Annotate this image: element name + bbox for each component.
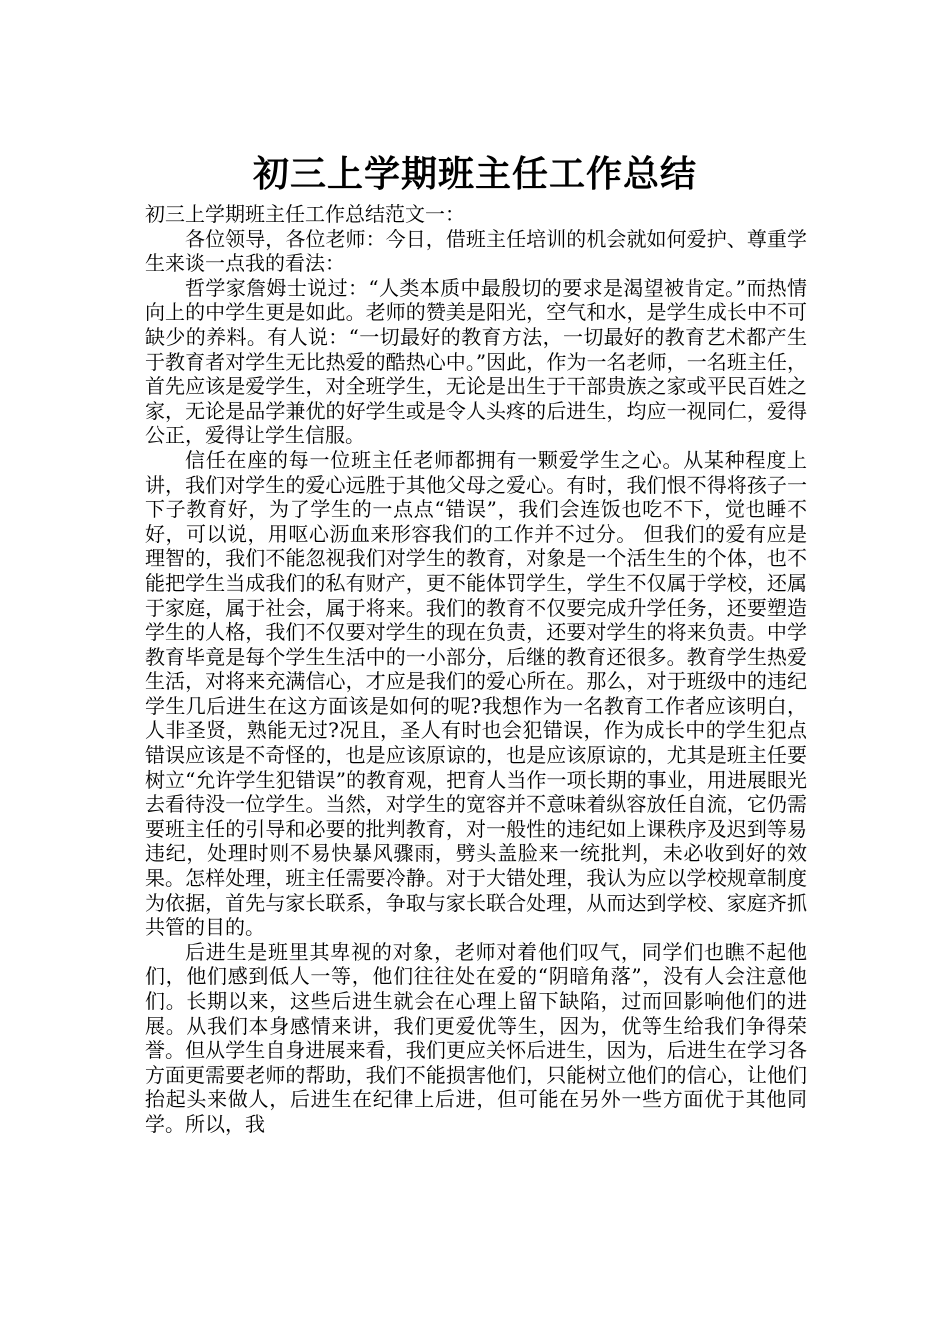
- paragraph-2: 哲学家詹姆士说过：“人类本质中最殷切的要求是渴望被肯定。”而热情向上的中学生更是如此。老师的赞美是阳光，空气和水，是学生成长中不可缺少的养料。有人说：“一切最好的教育方法，一切最好的教育艺术都产生于教育者对学生无比热爱的酷热心中。”因此，作为一名老师，一名班主任，首先应该是爱学生，对全班学生，无论是出生于干部贵族之家或平民百姓之家，无论是品学兼优的好学生或是令人头疼的后进生，均应一视同仁，爱得公正，爱得让学生信服。: [145, 275, 807, 448]
- document-subtitle: 初三上学期班主任工作总结范文一：: [145, 202, 465, 226]
- paragraph-3: 信任在座的每一位班主任老师都拥有一颗爱学生之心。从某种程度上讲，我们对学生的爱心远胜于其他父母之爱心。有时，我们恨不得将孩子一下子教育好，为了学生的一点点“错误”，我们会连饭也吃不下，觉也睡不好，可以说，用呕心沥血来形容我们的工作并不过分。 但我们的爱有应是理智的，我们不能忽视我们对学生的教育，对象是一个活生生的个体，也不能把学生当成我们的私有财产，更不能体罚学生，学生不仅属于学校，还属于家庭，属于社会，属于将来。我们的教育不仅要完成升学任务，还要塑造学生的人格，我们不仅要对学生的现在负责，还要对学生的将来负责。中学教育毕竟是每个学生生活中的一小部分，后继的教育还很多。教育学生热爱生活，对将来充满信心，才应是我们的爱心所在。那么，对于班级中的违纪学生几后进生在这方面该是如何的呢?我想作为一名教育工作者应该明白，人非圣贤，熟能无过?况且，圣人有时也会犯错误，作为成长中的学生犯点错误应该是不奇怪的，也是应该原谅的，也是应该原谅的，尤其是班主任要树立“允许学生犯错误”的教育观，把育人当作一项长期的事业，用进展眼光去看待没一位学生。当然，对学生的宽容并不意味着纵容放任自流，它仍需要班主任的引导和必要的批判教育，对一般性的违纪如上课秩序及迟到等易违纪，处理时则不易快暴风骤雨，劈头盖脸来一统批判，未必收到好的效果。怎样处理，班主任需要冷静。对于大错处理，我认为应以学校规章制度为依据，首先与家长联系，争取与家长联合处理，从而达到学校、家庭齐抓共管的目的。: [145, 447, 807, 940]
- document-body: [145, 202, 807, 1137]
- paragraph-1: 各位领导，各位老师：今日，借班主任培训的机会就如何爱护、尊重学生来谈一点我的看法：: [145, 226, 807, 276]
- document-title: 初三上学期班主任工作总结: [252, 154, 697, 196]
- paragraph-4: 后进生是班里其卑视的对象，老师对着他们叹气，同学们也瞧不起他们，他们感到低人一等，他们往往处在爱的“阴暗角落”，没有人会注意他们。长期以来，这些后进生就会在心理上留下缺陷，过而回影响他们的进展。从我们本身感情来讲，我们更爱优等生，因为，优等生给我们争得荣誉。但从学生自身进展来看，我们更应关怀后进生，因为，后进生在学习各方面更需要老师的帮助，我们不能损害他们，只能树立他们的信心，让他们抬起头来做人，后进生在纪律上后进，但可能在另外一些方面优于其他同学。所以，我: [145, 939, 807, 1136]
